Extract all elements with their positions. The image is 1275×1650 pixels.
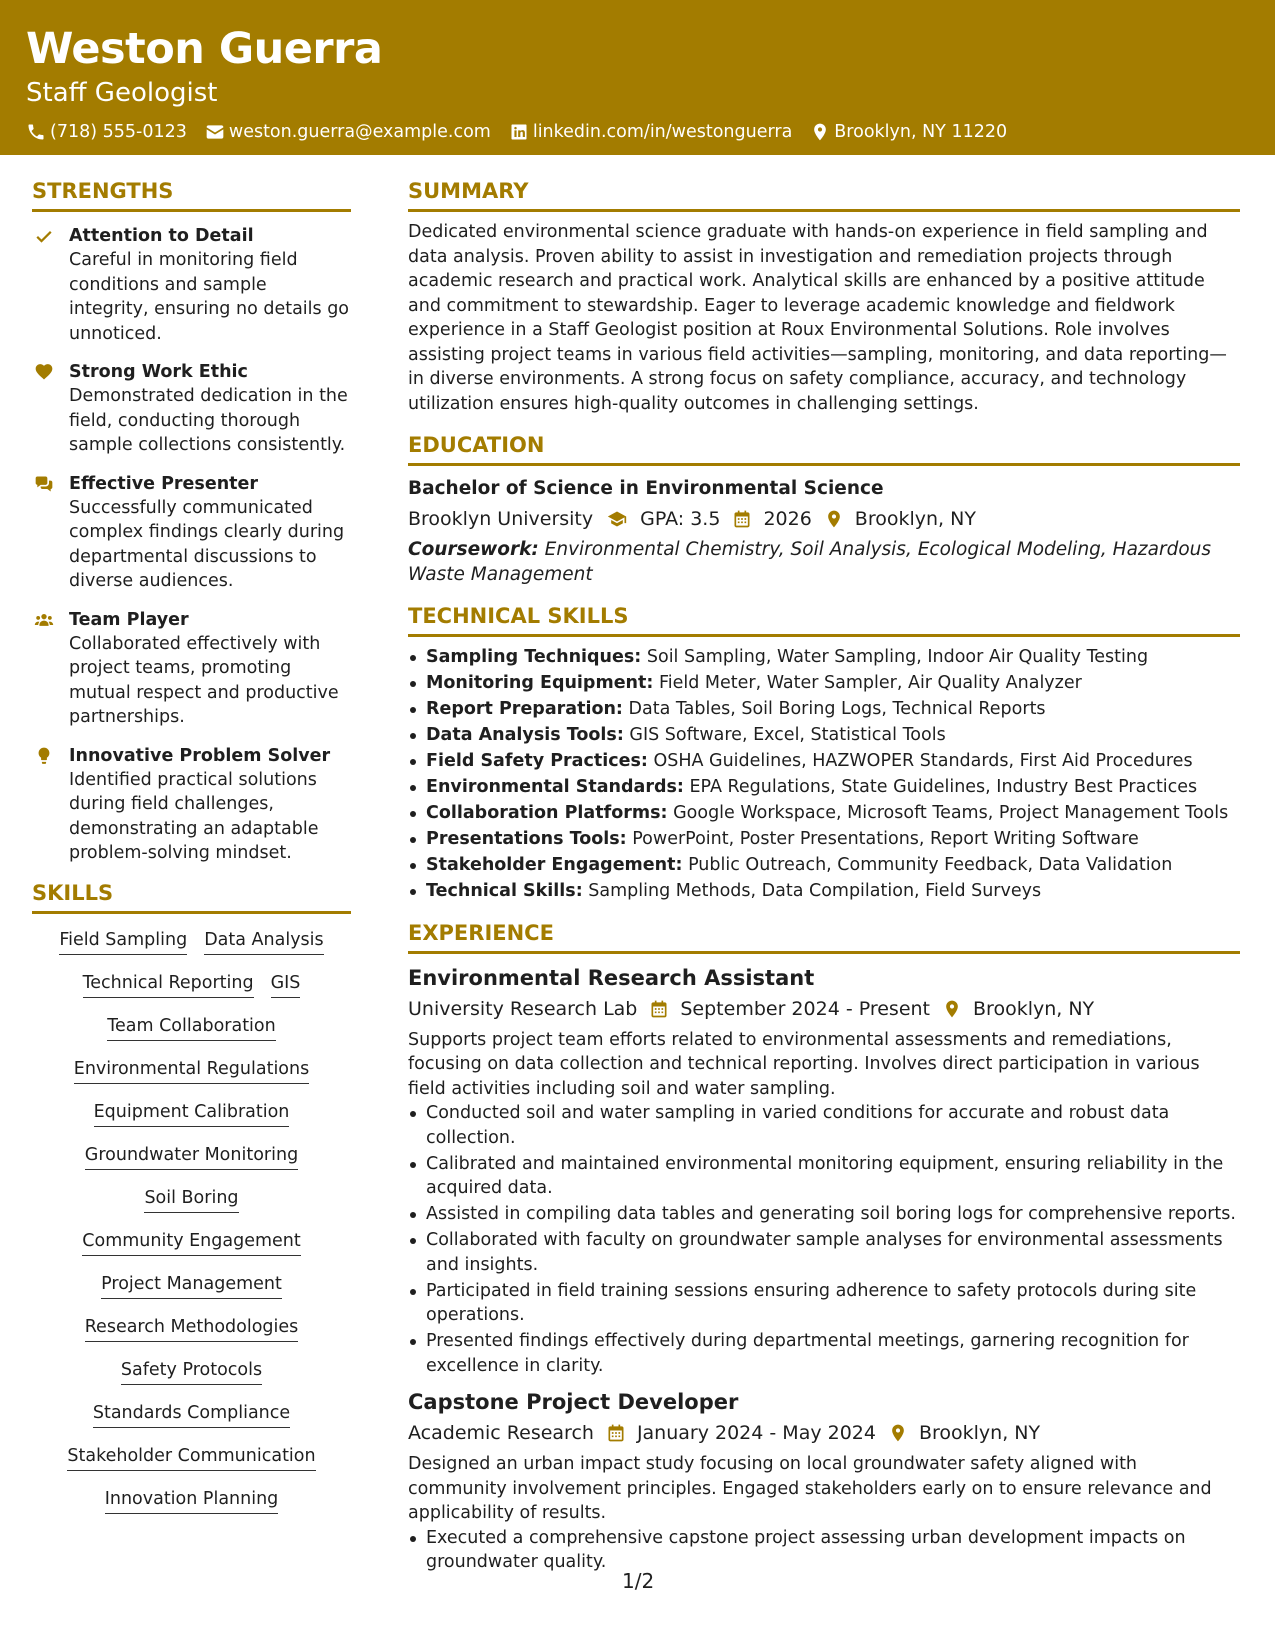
skill-value: EPA Regulations, State Guidelines, Industry Best Practices xyxy=(689,777,1198,797)
skills-heading: SKILLS xyxy=(32,880,351,914)
skill-tag: Stakeholder Communication xyxy=(67,1444,315,1471)
job-entry xyxy=(408,1388,1240,1575)
job-meta xyxy=(408,1420,1240,1446)
calendar-icon xyxy=(606,1423,626,1443)
contact-linkedin-text: linkedin.com/in/westonguerra xyxy=(532,122,793,142)
skill-label: Collaboration Platforms: xyxy=(426,803,668,823)
job-location xyxy=(888,1420,1040,1446)
skill-tag: Equipment Calibration xyxy=(94,1100,290,1127)
contact-phone-text: (718) 555-0123 xyxy=(50,122,187,142)
experience-heading: EXPERIENCE xyxy=(408,920,1240,954)
strength-item xyxy=(32,360,351,458)
skill-value: Sampling Methods, Data Compilation, Field Surveys xyxy=(588,881,1042,901)
contact-location xyxy=(810,121,1007,143)
coursework-list: Environmental Chemistry, Soil Analysis, Ecological Modeling, Hazardous Waste Management xyxy=(408,539,1211,585)
skill-tag: Standards Compliance xyxy=(93,1401,290,1428)
job-position-title: Environmental Research Assistant xyxy=(408,965,815,990)
job-position-title: Capstone Project Developer xyxy=(408,1390,739,1414)
summary-section xyxy=(408,178,1240,416)
skill-value: PowerPoint, Poster Presentations, Report Writing Software xyxy=(632,829,1139,849)
list-item: Assisted in compiling data tables and generating soil boring logs for comprehensive reports. xyxy=(408,1202,1240,1227)
skill-label: Stakeholder Engagement: xyxy=(426,855,683,875)
strengths-heading: STRENGTHS xyxy=(32,178,351,212)
skill-label: Presentations Tools: xyxy=(426,829,627,849)
skills-list xyxy=(32,928,351,1514)
candidate-name: Weston Guerra xyxy=(26,24,383,74)
list-item xyxy=(408,879,1240,904)
skill-label: Monitoring Equipment: xyxy=(426,673,654,693)
calendar-icon xyxy=(732,509,752,529)
list-item xyxy=(408,671,1240,696)
contact-phone[interactable] xyxy=(26,121,187,143)
strength-item xyxy=(32,744,351,866)
location-text: Brooklyn, NY xyxy=(918,1422,1041,1444)
job-organization xyxy=(408,1420,594,1446)
technical-skills-section xyxy=(408,603,1240,904)
list-item: Conducted soil and water sampling in varied conditions for accurate and robust data collection. xyxy=(408,1101,1240,1150)
check-icon xyxy=(34,226,54,246)
skill-value: GIS Software, Excel, Statistical Tools xyxy=(629,725,946,745)
education-meta xyxy=(408,506,1240,532)
strength-description: Demonstrated dedication in the field, conducting thorough sample collections consistently. xyxy=(69,386,348,455)
contact-email[interactable] xyxy=(205,121,491,143)
skill-tag: Project Management xyxy=(101,1272,282,1299)
job-location xyxy=(942,996,1094,1022)
skill-value: Soil Sampling, Water Sampling, Indoor Air Quality Testing xyxy=(646,647,1149,667)
skill-tag: Groundwater Monitoring xyxy=(85,1143,298,1170)
users-icon xyxy=(34,610,54,630)
right-column xyxy=(408,178,1240,1591)
strength-title: Attention to Detail xyxy=(69,226,254,246)
map-pin-icon xyxy=(888,1423,908,1443)
list-item xyxy=(408,723,1240,748)
job-description: Supports project team efforts related to environmental assessments and remediations, focusing on data collection and technical reporting. Involves direct participation in various field activities including soil and water sampling. xyxy=(408,1029,1200,1099)
skill-tag: Team Collaboration xyxy=(107,1014,275,1041)
calendar-icon xyxy=(649,999,669,1019)
map-pin-icon xyxy=(824,509,844,529)
experience-section xyxy=(408,920,1240,1575)
skill-label: Report Preparation: xyxy=(426,699,623,719)
contact-bar xyxy=(26,121,1249,143)
school-text: Brooklyn University xyxy=(408,508,594,530)
education-location xyxy=(824,506,976,532)
skill-value: OSHA Guidelines, HAZWOPER Standards, First Aid Procedures xyxy=(653,751,1193,771)
list-item: Presented findings effectively during departmental meetings, garnering recognition for excellence in clarity. xyxy=(408,1329,1240,1378)
skill-tag: Safety Protocols xyxy=(121,1358,262,1385)
skill-tag: Innovation Planning xyxy=(105,1487,279,1514)
list-item xyxy=(408,775,1240,800)
degree-name: Bachelor of Science in Environmental Science xyxy=(408,478,884,499)
list-item: Collaborated with faculty on groundwater sample analyses for environmental assessments and insights. xyxy=(408,1228,1240,1277)
list-item: Calibrated and maintained environmental monitoring equipment, ensuring reliability in the acquired data. xyxy=(408,1152,1240,1201)
summary-text: Dedicated environmental science graduate with hands-on experience in field sampling and data analysis. Proven ability to assist in investigation and remediation projects through academic research and practical work. Analytical skills are enhanced by a positive attitude and commitment to stewardship. Eager to leverage academic knowledge and fieldwork experience in a Staff Geologist position at Roux Environmental Solutions. Role involves assisting project teams in various field activities—sampling, monitoring, and data reporting—in diverse environments. A strong focus on safety compliance, accuracy, and technology utilization ensures high-quality outcomes in challenging settings. xyxy=(408,222,1227,414)
strength-description: Collaborated effectively with project teams, promoting mutual respect and productive partnerships. xyxy=(69,633,339,727)
job-description: Designed an urban impact study focusing on local groundwater safety aligned with community involvement principles. Engaged stakeholders early on to ensure relevance and applicability of results. xyxy=(408,1454,1212,1523)
technical-skills-heading: TECHNICAL SKILLS xyxy=(408,603,1240,637)
school-name xyxy=(408,506,593,532)
organization-text: University Research Lab xyxy=(408,997,638,1020)
contact-linkedin[interactable] xyxy=(509,121,792,143)
heart-icon xyxy=(34,362,54,382)
coursework xyxy=(408,538,1240,587)
skill-label: Field Safety Practices: xyxy=(426,751,648,771)
skills-section xyxy=(32,880,351,1514)
list-item xyxy=(408,853,1240,878)
skill-tag: Research Methodologies xyxy=(85,1315,299,1342)
list-item xyxy=(408,697,1240,722)
job-entry xyxy=(408,964,1240,1379)
strength-description: Identified practical solutions during field challenges, demonstrating an adaptable problem-solving mindset. xyxy=(69,769,319,863)
location-text: Brooklyn, NY xyxy=(973,997,1095,1020)
skill-value: Google Workspace, Microsoft Teams, Project Management Tools xyxy=(673,803,1229,823)
list-item xyxy=(408,645,1240,670)
skill-tag: Environmental Regulations xyxy=(74,1057,309,1084)
job-organization xyxy=(408,996,637,1022)
resume-header xyxy=(0,0,1275,155)
list-item xyxy=(408,801,1240,826)
list-item: Executed a comprehensive capstone project assessing urban development impacts on groundwater quality. xyxy=(408,1526,1240,1575)
dates-text: September 2024 - Present xyxy=(680,997,931,1020)
job-bullets xyxy=(408,1101,1240,1378)
list-item xyxy=(408,749,1240,774)
strength-description: Successfully communicated complex findings clearly during departmental discussions to diverse audiences. xyxy=(69,497,345,591)
skill-label: Technical Skills: xyxy=(426,881,583,901)
lightbulb-icon xyxy=(34,746,54,766)
envelope-icon xyxy=(205,122,225,142)
page-number: 1/2 xyxy=(622,1569,655,1593)
location-text: Brooklyn, NY xyxy=(854,508,976,530)
education-section xyxy=(408,432,1240,587)
job-title: Staff Geologist xyxy=(26,78,218,108)
strength-title: Team Player xyxy=(69,609,189,630)
strength-title: Innovative Problem Solver xyxy=(69,745,331,766)
map-pin-icon xyxy=(942,999,962,1019)
coursework-label: Coursework: xyxy=(408,539,539,560)
job-bullets xyxy=(408,1526,1240,1575)
skill-label: Environmental Standards: xyxy=(426,777,684,797)
strengths-list xyxy=(32,224,351,866)
strength-item xyxy=(32,608,351,730)
summary-heading: SUMMARY xyxy=(408,178,1240,212)
job-dates xyxy=(649,996,930,1022)
skill-label: Data Analysis Tools: xyxy=(426,725,624,745)
graduation-year xyxy=(732,506,811,532)
map-pin-icon xyxy=(810,122,830,142)
contact-location-text: Brooklyn, NY 11220 xyxy=(834,122,1008,142)
skill-tag: Community Engagement xyxy=(82,1229,300,1256)
skill-label: Sampling Techniques: xyxy=(426,647,642,667)
graduation-cap-icon xyxy=(605,509,629,529)
contact-email-text: weston.guerra@example.com xyxy=(228,122,491,142)
skill-value: Field Meter, Water Sampler, Air Quality Analyzer xyxy=(658,673,1082,693)
job-meta xyxy=(408,996,1240,1022)
linkedin-icon xyxy=(509,122,529,142)
organization-text: Academic Research xyxy=(408,1422,594,1444)
strength-description: Careful in monitoring field conditions and sample integrity, ensuring no details go unnoticed. xyxy=(69,250,350,344)
comments-icon xyxy=(34,474,54,494)
strength-item xyxy=(32,472,351,594)
technical-skills-list xyxy=(408,645,1240,904)
gpa-text: GPA: 3.5 xyxy=(640,508,721,530)
job-dates xyxy=(606,1420,876,1446)
dates-text: January 2024 - May 2024 xyxy=(636,1422,876,1444)
left-column xyxy=(32,178,351,1514)
year-text: 2026 xyxy=(763,508,812,530)
list-item: Participated in field training sessions ensuring adherence to safety protocols during site operations. xyxy=(408,1279,1240,1328)
skill-tag: Soil Boring xyxy=(144,1186,238,1213)
strength-title: Effective Presenter xyxy=(69,473,259,494)
list-item xyxy=(408,827,1240,852)
phone-icon xyxy=(26,122,46,142)
strength-item xyxy=(32,224,351,346)
skill-tag: Technical Reporting xyxy=(83,971,254,998)
skill-tag: GIS xyxy=(271,971,301,998)
skill-tag: Data Analysis xyxy=(204,928,323,955)
skill-tag: Field Sampling xyxy=(59,928,187,955)
education-heading: EDUCATION xyxy=(408,432,1240,466)
skill-value: Public Outreach, Community Feedback, Data Validation xyxy=(688,855,1173,875)
skill-value: Data Tables, Soil Boring Logs, Technical Reports xyxy=(628,699,1046,719)
strength-title: Strong Work Ethic xyxy=(69,362,248,382)
gpa xyxy=(605,506,720,532)
